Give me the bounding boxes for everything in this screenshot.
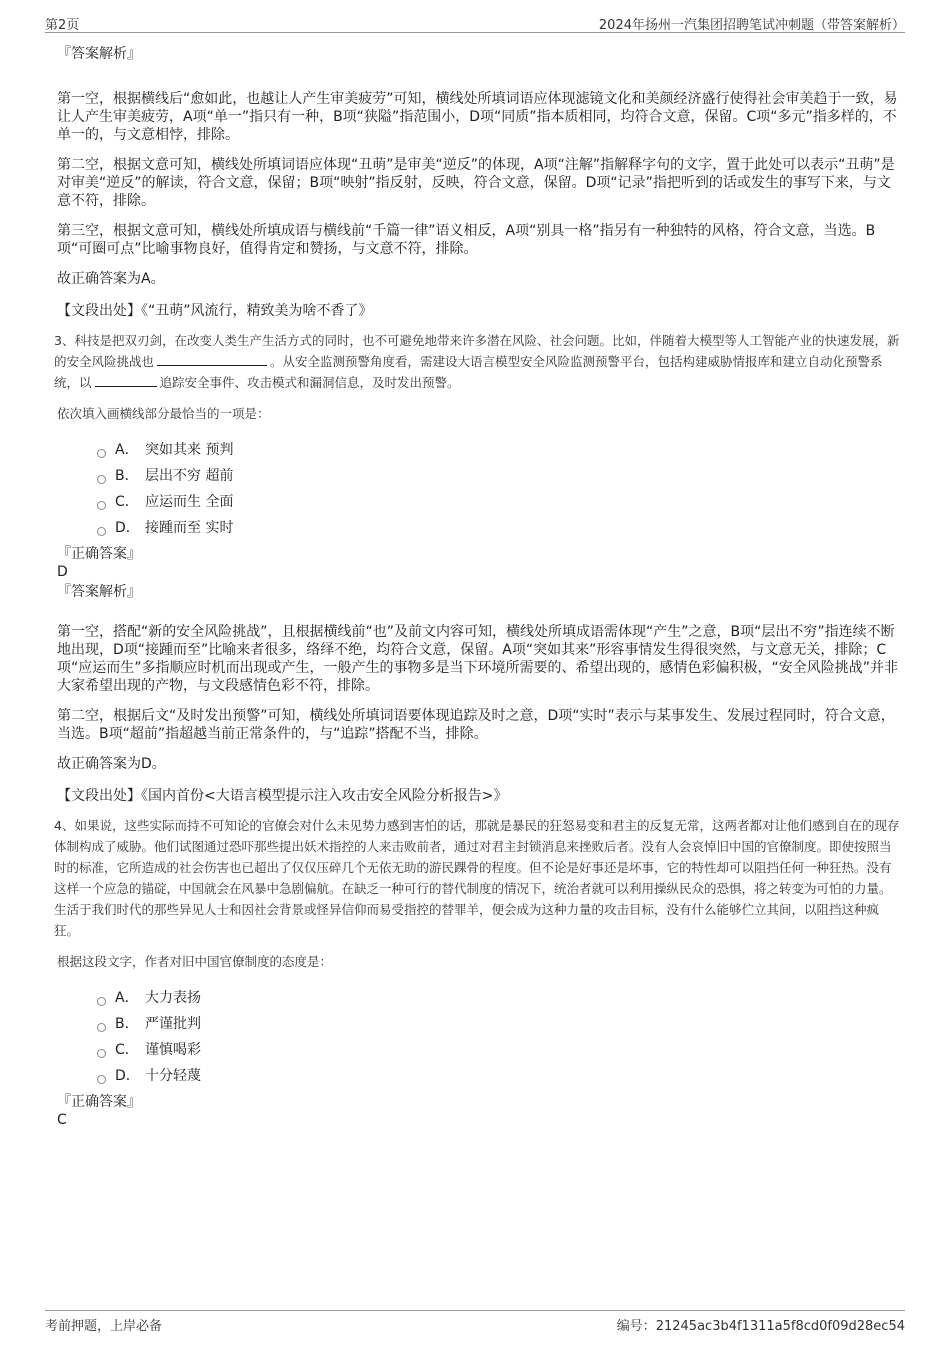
- option-b[interactable]: [97, 463, 900, 489]
- analysis-paragraph: 第二空，根据后文“及时发出预警”可知，横线处所填词语要体现追踪及时之意，D项“实时”表示与某事发生、发展过程同时，符合文意，当选。B项“超前”指超越当前正常条件的，与“追踪”搭配不当，排除。: [57, 708, 895, 742]
- source-citation: 【文段出处】《国内首份<大语言模型提示注入攻击安全风险分析报告>》: [57, 788, 508, 804]
- question-text-part: 。从安全监测预警角度看，需建设大语言模型安全风险监测预警平台，包括构建威胁情报库和建立自动化预警系统，以: [54, 354, 883, 390]
- question-text-part: 追踪安全事件、攻击模式和漏洞信息，及时发出预警。: [159, 375, 460, 390]
- option-text: 层出不穷 超前: [145, 468, 234, 484]
- radio-icon[interactable]: [97, 475, 106, 484]
- option-text: 突如其来 预判: [145, 442, 234, 458]
- option-c[interactable]: [97, 1037, 900, 1063]
- document-title: 2024年扬州一汽集团招聘笔试冲刺题（带答案解析）: [598, 18, 905, 33]
- option-b[interactable]: [97, 1011, 900, 1037]
- analysis-label: 『答案解析』: [57, 584, 141, 600]
- document-id: 编号：21245ac3b4f1311a5f8cd0f09d28ec54: [616, 1319, 905, 1334]
- analysis-paragraph: 第一空，根据横线后“愈如此，也越让人产生审美疲劳”可知，横线处所填词语应体现滤镜文化和美颜经济盛行使得社会审美趋于一致，易让人产生审美疲劳，A项“单一”指只有一种，B项“狭隘”指范围小，D项“同质”指本质相同，均符合文意，保留。C项“多元”指多样的，不单一的，与文意相悖，排除。: [57, 91, 898, 143]
- question-4-options: [97, 985, 900, 1089]
- option-a[interactable]: [97, 985, 900, 1011]
- answer-summary: 故正确答案为D。: [57, 756, 166, 772]
- option-text: 大力表扬: [145, 990, 201, 1006]
- option-text: 应运而生 全面: [145, 494, 234, 510]
- option-text: 接踵而至 实时: [145, 520, 234, 536]
- question-text-part: 3、科技是把双刃剑，在改变人类生产生活方式的同时，也不可避免地带来许多潜在风险、社会问题。比如，伴随着大模型等人工智能产业的快速发展，新的安全风险挑战也: [54, 333, 900, 369]
- page-footer: [45, 1310, 905, 1334]
- source-citation: 【文段出处】《“丑萌”风流行，精致美为啥不香了》: [57, 303, 373, 319]
- radio-icon[interactable]: [97, 997, 106, 1006]
- fill-blank-1: [157, 351, 267, 366]
- radio-icon[interactable]: [97, 1049, 106, 1058]
- radio-icon[interactable]: [97, 1075, 106, 1084]
- option-c[interactable]: [97, 489, 900, 515]
- option-text: 严谨批判: [145, 1016, 201, 1032]
- option-text: 谨慎喝彩: [145, 1042, 201, 1058]
- page-number: 第2页: [45, 18, 80, 33]
- option-letter: B．: [115, 1016, 139, 1032]
- correct-answer: D: [57, 564, 68, 580]
- analysis-label: 『答案解析』: [57, 46, 141, 62]
- radio-icon[interactable]: [97, 1023, 106, 1032]
- option-d[interactable]: [97, 515, 900, 541]
- correct-answer-label: 『正确答案』: [57, 546, 141, 562]
- option-letter: A．: [115, 990, 139, 1006]
- analysis-paragraph: 第二空，根据文意可知，横线处所填词语应体现“丑萌”是审美“逆反”的体现，A项“注解”指解释字句的文字，置于此处可以表示“丑萌”是对审美“逆反”的解读，符合文意，保留；B项“映射”指反射，反映，符合文意，保留。D项“记录”指把听到的话或发生的事写下来，与文意不符，排除。: [57, 157, 895, 209]
- correct-answer: C: [57, 1112, 67, 1128]
- question-4-text: 4、如果说，这些实际而持不可知论的官僚会对什么未见势力感到害怕的话，那就是暴民的狂怒易变和君主的反复无常，这两者都对让他们感到自在的现存体制构成了威胁。他们试图通过恐吓那些提出妖术指控的人来击败前者，通过对君主封锁消息来挫败后者。没有人会哀悼旧中国的官僚制度。即使按照当时的标准，它所造成的社会伤害也已超出了仅仅压碎几个无依无助的游民踝骨的程度。但不论是好事还是坏事，它的特性却可以阻挡任何一种狂热。没有这样一个应急的锚碇，中国就会在风暴中急剧偏航。在缺乏一种可行的替代制度的情况下，统治者就可以利用操纵民众的恐惧，将之转变为可怕的力量。生活于我们时代的那些异见人士和因社会背景或怪异信仰而易受指控的替罪羊，便会成为这种力量的攻击目标，没有什么能够伫立其间，以阻挡这种疯狂。: [54, 818, 900, 938]
- option-letter: B．: [115, 468, 139, 484]
- radio-icon[interactable]: [97, 501, 106, 510]
- analysis-paragraph: 第三空，根据文意可知，横线处所填成语与横线前“千篇一律”语义相反，A项“别具一格”指另有一种独特的风格，符合文意，当选。B项“可圈可点”比喻事物良好，值得肯定和赞扬，与文意不符，排除。: [57, 223, 876, 257]
- question-3-options: [97, 437, 900, 541]
- question-3-prompt: 依次填入画横线部分最恰当的一项是：: [57, 406, 270, 421]
- option-letter: C．: [115, 1042, 139, 1058]
- option-a[interactable]: [97, 437, 900, 463]
- option-letter: A．: [115, 442, 139, 458]
- page-content: [54, 44, 900, 1129]
- question-3-text: [54, 330, 900, 393]
- answer-summary: 故正确答案为A。: [57, 271, 165, 287]
- option-text: 十分轻蔑: [145, 1068, 201, 1084]
- option-letter: D．: [115, 520, 140, 536]
- correct-answer-label: 『正确答案』: [57, 1094, 141, 1110]
- radio-icon[interactable]: [97, 449, 106, 458]
- fill-blank-2: [95, 372, 157, 387]
- page-header: [45, 12, 905, 33]
- option-d[interactable]: [97, 1063, 900, 1089]
- radio-icon[interactable]: [97, 527, 106, 536]
- analysis-paragraph: 第一空，搭配“新的安全风险挑战”，且根据横线前“也”及前文内容可知，横线处所填成语需体现“产生”之意，B项“层出不穷”指连续不断地出现，D项“接踵而至”比喻来者很多，络绎不绝，均符合文意，保留。A项“突如其来”形容事情发生得很突然，与文意无关，排除；C项“应运而生”多指顺应时机而出现或产生，一般产生的事物多是当下环境所需要的、希望出现的，感情色彩偏积极，“安全风险挑战”并非大家希望出现的产物，与文段感情色彩不符，排除。: [57, 624, 899, 694]
- option-letter: C．: [115, 494, 139, 510]
- footer-slogan: 考前押题，上岸必备: [45, 1319, 163, 1334]
- option-letter: D．: [115, 1068, 140, 1084]
- question-4-prompt: 根据这段文字，作者对旧中国官僚制度的态度是：: [57, 954, 333, 969]
